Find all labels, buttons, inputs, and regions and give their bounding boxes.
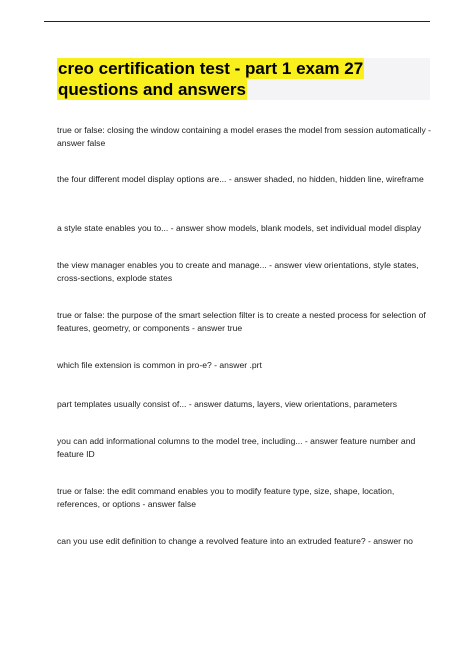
document-title bbox=[57, 58, 430, 100]
qa-item-7: part templates usually consist of... - answer datums, layers, view orientations, parameters bbox=[57, 399, 398, 409]
qa-item-8: you can add informational columns to the model tree, including... - answer feature number and feature ID bbox=[57, 436, 416, 459]
qa-item-9: true or false: the edit command enables you to modify feature type, size, shape, location, references, or options - answer false bbox=[57, 486, 395, 509]
top-divider bbox=[44, 21, 430, 22]
qa-item-10: can you use edit definition to change a revolved feature into an extruded feature? - answer no bbox=[57, 536, 413, 546]
qa-item-6: which file extension is common in pro-e? - answer .prt bbox=[57, 360, 262, 370]
qa-item-4: the view manager enables you to create and manage... - answer view orientations, style states, cross-sections, explode states bbox=[57, 260, 419, 283]
qa-item-1: true or false: closing the window containing a model erases the model from session automatically - answer false bbox=[57, 125, 432, 148]
qa-item-2: the four different model display options are... - answer shaded, no hidden, hidden line, wireframe bbox=[57, 174, 424, 184]
title-block bbox=[57, 58, 430, 100]
title-line-2: questions and answers bbox=[58, 80, 246, 99]
title-line-1: creo certification test - part 1 exam 27 bbox=[58, 59, 364, 78]
qa-item-3: a style state enables you to... - answer show models, blank models, set individual model display bbox=[57, 223, 421, 233]
qa-item-5: true or false: the purpose of the smart selection filter is to create a nested process for selection of features, geometry, or components - answer true bbox=[57, 310, 426, 333]
